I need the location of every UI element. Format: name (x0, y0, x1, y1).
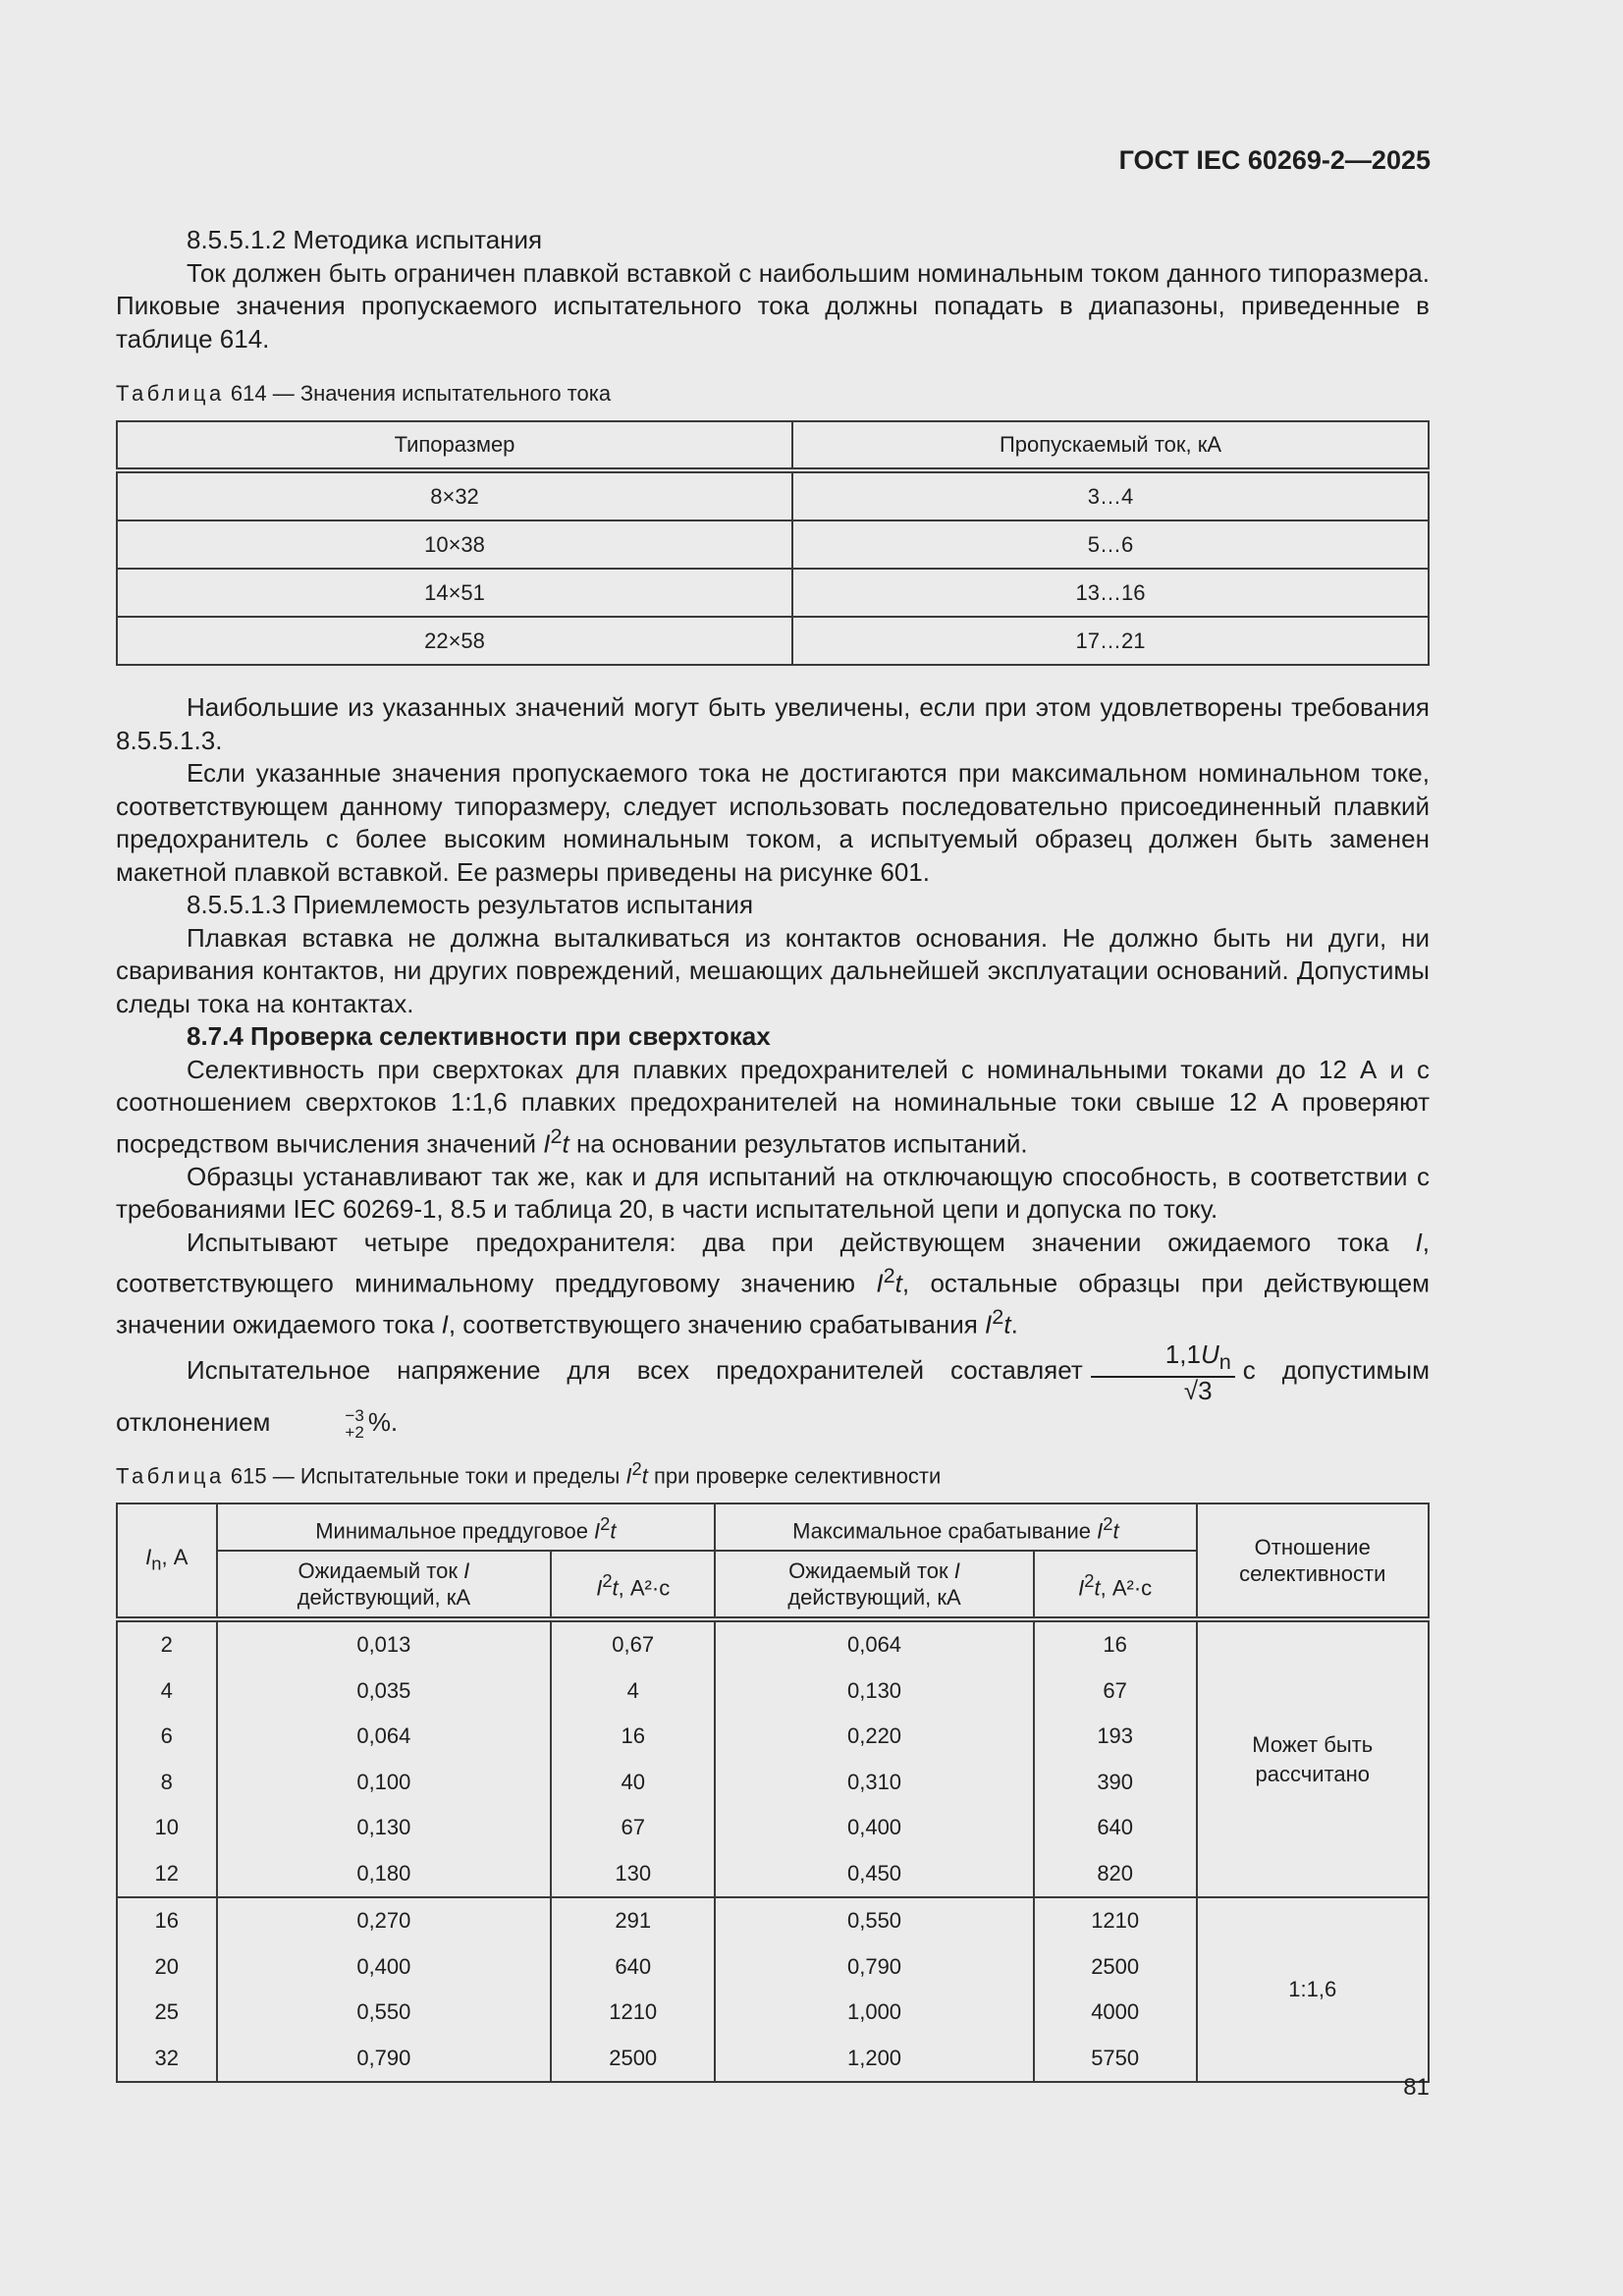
table-row: 32 0,790 2500 1,200 5750 (117, 2036, 1429, 2083)
column-header: Типоразмер (117, 421, 792, 470)
table-615 (116, 1503, 1430, 2083)
column-header: Ожидаемый ток I действующий, кА (217, 1551, 552, 1619)
paragraph: Плавкая вставка не должна выталкиваться из контактов основания. Не должно быть ни дуги, ни сваривания контактов, ни других повреждений, мешающих дальнейшей эксплуатации оснований. Допустимы следы тока на контактах. (116, 922, 1430, 1018)
ratio-cell: 1:1,6 (1197, 1897, 1430, 2082)
tolerance: −3 +2 (345, 1405, 364, 1442)
column-header: Пропускаемый ток, кА (792, 421, 1429, 470)
table-row: 20 0,400 640 0,790 2500 (117, 1944, 1429, 1991)
page-number: 81 (1403, 2074, 1430, 2101)
table-row: 10×38 5…6 (117, 520, 1429, 569)
table-row: 4 0,035 4 0,130 67 (117, 1668, 1429, 1715)
column-header-in: $I_n$, А (117, 1503, 217, 1619)
column-header-ratio: Отношение селективности (1197, 1503, 1430, 1619)
table-row: 2 0,013 0,67 0,064 16 Может быть рассчитано (117, 1619, 1429, 1668)
column-group-min: Минимальное преддуговое $I^2t$ (217, 1503, 716, 1551)
paragraph: Наибольшие из указанных значений могут быть увеличены, если при этом удовлетворены требования 8.5.5.1.3. (116, 692, 1430, 755)
paragraph: Испытывают четыре предохранителя: два при действующем значении ожидаемого тока I, соответствующего минимальному преддуговому значению $I^2t$, остальные образцы при действующем значении ожидаемого тока I, соответствующего значению срабатывания $I^2t$. (116, 1227, 1430, 1339)
table-614 (116, 420, 1430, 666)
table-615-caption: Таблица 615 — Испытательные токи и пределы $I^2t$ при проверке селективности (116, 1457, 942, 1489)
paragraph: Селективность при сверхтоках для плавких предохранителей с номинальными токами до 12 А и с соотношением сверхтоков 1:1,6 плавких предохранителей на номинальные токи свыше 12 А проверяют посредством вычисления значений $I^2t$ на основании результатов испытаний. (116, 1054, 1430, 1159)
table-row: 8 0,100 40 0,310 390 (117, 1760, 1429, 1806)
table-row: 10 0,130 67 0,400 640 (117, 1805, 1429, 1851)
heading-8-7-4: 8.7.4 Проверка селективности при сверхтоках (187, 1021, 771, 1051)
table-row: 6 0,064 16 0,220 193 (117, 1714, 1429, 1760)
table-row: 8×32 3…4 (117, 470, 1429, 520)
column-group-max: Максимальное срабатывание $I^2t$ (715, 1503, 1196, 1551)
table-614-caption: Таблица 614 — Значения испытательного тока (116, 381, 612, 406)
column-header: $I^2t$, А²·с (551, 1551, 715, 1619)
table-row: 16 0,270 291 0,550 1210 1:1,6 (117, 1897, 1429, 1944)
document-header: ГОСТ IEC 60269-2—2025 (1118, 145, 1431, 175)
heading-8-5-5-1-2: 8.5.5.1.2 Методика испытания (187, 225, 543, 254)
table-row: 12 0,180 130 0,450 820 (117, 1851, 1429, 1898)
paragraph: Ток должен быть ограничен плавкой вставкой с наибольшим номинальным током данного типоразмера. Пиковые значения пропускаемого испытательного тока должны попадать в диапазоны, приведенные в таблице 614. (116, 257, 1430, 354)
table-row: 25 0,550 1210 1,000 4000 (117, 1990, 1429, 2036)
voltage-fraction: $\frac{1,1U_n}{√3}$ (1091, 1341, 1235, 1402)
paragraph-test-voltage: Испытательное напряжение для всех предохранителей составляет $\frac{1,1U_n}{√3}$ с допустимым отклонением −3 +2 %. (116, 1339, 1430, 1442)
heading-8-5-5-1-3: 8.5.5.1.3 Приемлемость результатов испытания (187, 890, 754, 919)
table-row: 22×58 17…21 (117, 617, 1429, 665)
column-header: Ожидаемый ток I действующий, кА (715, 1551, 1034, 1619)
paragraph: Образцы устанавливают так же, как и для испытаний на отключающую способность, в соответствии с требованиями IEC 60269-1, 8.5 и таблица 20, в части испытательной цепи и допуска по току. (116, 1161, 1430, 1225)
paragraph: Если указанные значения пропускаемого тока не достигаются при максимальном номинальном токе, соответствующем данному типоразмеру, следует использовать последовательно присоединенный плавкий предохранитель с более высоким номинальным током, а испытуемый образец должен быть заменен макетной плавкой вставкой. Ее размеры приведены на рисунке 601. (116, 758, 1430, 887)
column-header: $I^2t$, А²·с (1034, 1551, 1197, 1619)
table-row: 14×51 13…16 (117, 569, 1429, 617)
ratio-cell: Может быть рассчитано (1197, 1619, 1430, 1897)
page-content (116, 224, 1430, 2083)
